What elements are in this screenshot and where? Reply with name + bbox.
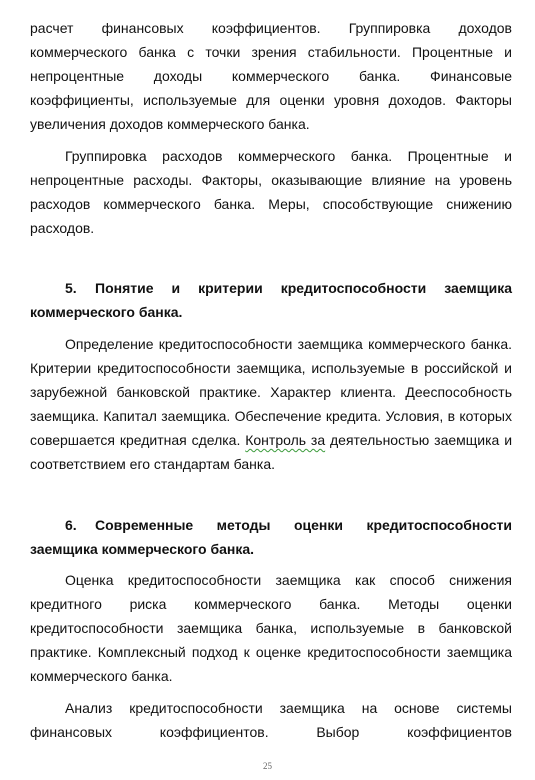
- paragraph-line: заемщика. Капитал заемщика. Обеспечение кредита. Условия, в которых: [30, 408, 512, 424]
- section-number: 5.: [65, 280, 77, 296]
- paragraph-line: расчет финансовых коэффициентов. Группировка доходов: [30, 20, 512, 36]
- paragraph-line: Группировка расходов коммерческого банка. Процентные и: [65, 148, 512, 164]
- paragraph-line: расходов коммерческого банка. Меры, способствующие снижению: [30, 196, 512, 212]
- paragraph-line: коммерческого банка с точки зрения стабильности. Процентные и: [30, 44, 512, 60]
- text-segment: деятельностью заемщика и: [330, 432, 513, 448]
- paragraph-line: кредитоспособности заемщика банка, используемые в банковской: [30, 620, 512, 636]
- paragraph-line: зарубежной банковской практике. Характер клиента. Дееспособность: [30, 384, 512, 400]
- paragraph-line: Анализ кредитоспособности заемщика на основе системы: [65, 700, 512, 716]
- spellcheck-text[interactable]: Контроль за: [245, 432, 326, 448]
- section-number: 6.: [65, 517, 77, 533]
- text-segment: совершается кредитная сделка.: [30, 432, 241, 448]
- section-heading-line: Современные методы оценки кредитоспособности: [95, 517, 512, 533]
- paragraph-line: коэффициенты, используемые для оценки уровня доходов. Факторы: [30, 92, 512, 108]
- section-heading-line: Понятие и критерии кредитоспособности заемщика: [95, 280, 512, 296]
- section-heading-line: заемщика коммерческого банка.: [30, 541, 255, 557]
- paragraph-line: практике. Комплексный подход к оценке кредитоспособности заемщика: [30, 644, 512, 660]
- paragraph-line: расходов.: [30, 220, 95, 236]
- page-number: 25: [263, 761, 272, 771]
- paragraph-line: увеличения доходов коммерческого банка.: [30, 116, 310, 132]
- paragraph-line: кредитного риска коммерческого банка. Методы оценки: [30, 596, 512, 612]
- paragraph-line: финансовых коэффициентов. Выбор коэффициентов: [30, 724, 512, 740]
- paragraph-line: соответствием его стандартам банка.: [30, 456, 276, 472]
- paragraph-line: непроцентные расходы. Факторы, оказывающие влияние на уровень: [30, 172, 512, 188]
- paragraph-line: коммерческого банка.: [30, 668, 173, 684]
- paragraph-line: Оценка кредитоспособности заемщика как способ снижения: [65, 572, 512, 588]
- paragraph-line: Определение кредитоспособности заемщика коммерческого банка.: [65, 336, 512, 352]
- section-heading-line: коммерческого банка.: [30, 304, 183, 320]
- paragraph-line: Критерии кредитоспособности заемщика, используемые в российской и: [30, 360, 512, 376]
- paragraph-line: непроцентные доходы коммерческого банка. Финансовые: [30, 68, 512, 84]
- paragraph-line: [30, 431, 512, 449]
